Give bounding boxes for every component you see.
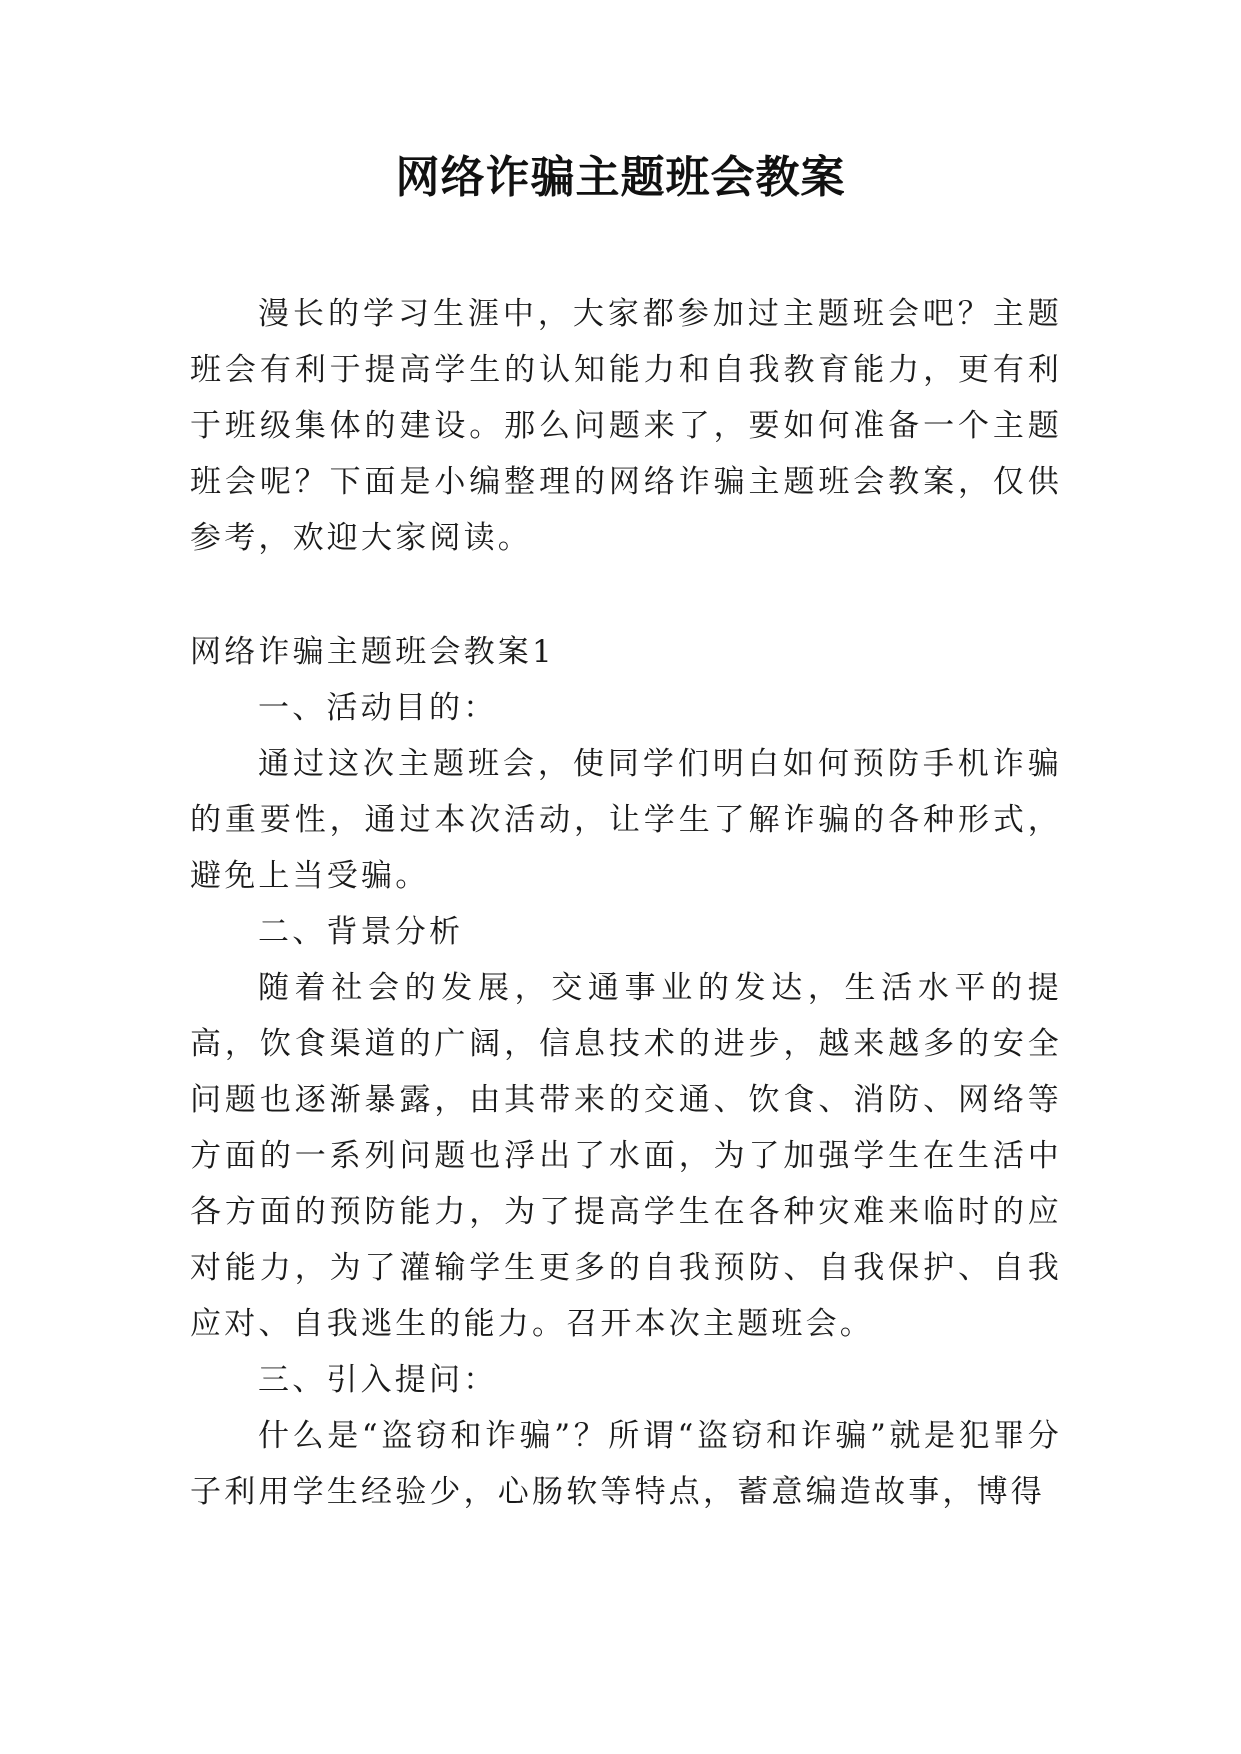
subheading-question: 三、引入提问： bbox=[258, 1362, 498, 1398]
section-heading: 网络诈骗主题班会教案1 bbox=[190, 634, 555, 670]
paragraph-activity-purpose: 通过这次主题班会，使同学们明白如何预防手机诈骗的重要性，通过本次活动，让学生了解诈骗的各种形式，避免上当受骗。 bbox=[190, 746, 1062, 894]
subheading-background: 二、背景分析 bbox=[258, 914, 464, 950]
subheading-activity-purpose: 一、活动目的： bbox=[258, 690, 498, 726]
paragraph-background: 随着社会的发展，交通事业的发达，生活水平的提高，饮食渠道的广阔，信息技术的进步，越来越多的安全问题也逐渐暴露，由其带来的交通、饮食、消防、网络等方面的一系列问题也浮出了水面，为了加强学生在生活中各方面的预防能力，为了提高学生在各种灾难来临时的应对能力，为了灌输学生更多的自我预防、自我保护、自我应对、自我逃生的能力。召开本次主题班会。 bbox=[190, 970, 1062, 1342]
document-title: 网络诈骗主题班会教案 bbox=[395, 152, 846, 203]
paragraph-question: 什么是“盗窃和诈骗”？所谓“盗窃和诈骗”就是犯罪分子利用学生经验少，心肠软等特点，蓄意编造故事，博得 bbox=[190, 1418, 1062, 1510]
intro-paragraph: 漫长的学习生涯中，大家都参加过主题班会吧？主题班会有利于提高学生的认知能力和自我教育能力，更有利于班级集体的建设。那么问题来了，要如何准备一个主题班会呢？下面是小编整理的网络诈骗主题班会教案，仅供参考，欢迎大家阅读。 bbox=[190, 296, 1062, 556]
document-body bbox=[190, 286, 1062, 1520]
